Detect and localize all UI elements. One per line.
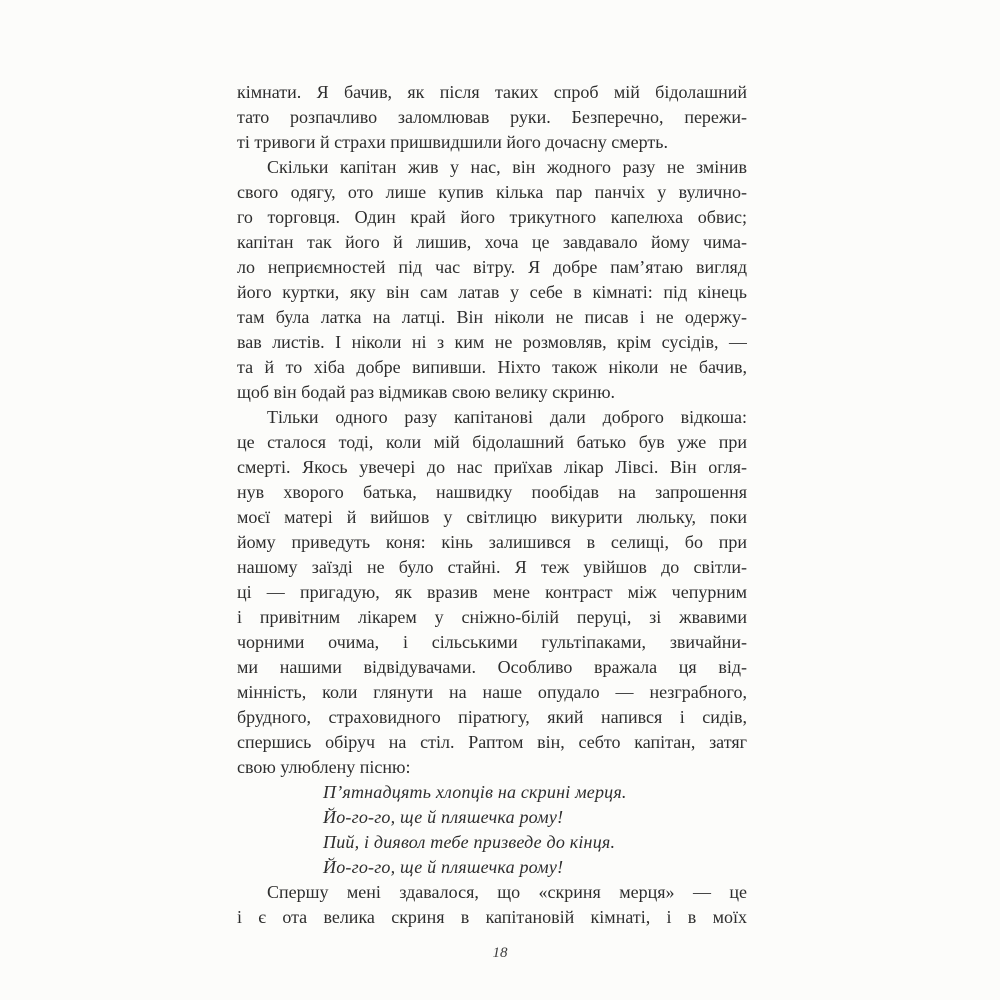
text-line: свою улюблену пісню: [237, 757, 411, 777]
text-line: го торговця. Один край його трикутного капелюха обвис; [237, 207, 747, 227]
text-line: брудного, страховидного піратюгу, який напився і сидів, [237, 707, 747, 727]
body-paragraph [237, 405, 747, 780]
text-line: щоб він бодай раз відмикав свою велику скриню. [237, 382, 616, 402]
text-line: тато розпачливо заломлював руки. Безперечно, пережи- [237, 107, 747, 127]
body-paragraph [237, 880, 747, 930]
text-line: нашому заїзді не було стайні. Я теж увійшов до світли- [237, 557, 747, 577]
text-line: там була латка на латці. Він ніколи не писав і не одержу- [237, 307, 747, 327]
text-line: Тільки одного разу капітанові дали доброго відкоша: [267, 407, 747, 427]
body-text [237, 80, 747, 930]
text-line: капітан так його й лишив, хоча це завдавало йому чима- [237, 232, 747, 252]
text-line: йому приведуть коня: кінь залишився в селищі, бо при [237, 532, 747, 552]
text-line: Спершу мені здавалося, що «скриня мерця» — це [267, 882, 747, 902]
text-line: свого одягу, ото лише купив кілька пар панчіх у вулично- [237, 182, 747, 202]
text-line: спершись обіруч на стіл. Раптом він, себто капітан, затяг [237, 732, 747, 752]
text-line: кімнати. Я бачив, як після таких спроб мій бідолашний [237, 82, 747, 102]
text-line: ло неприємностей під час вітру. Я добре пам’ятаю вигляд [237, 257, 747, 277]
text-line: чорними очима, і сільськими гультіпаками, звичайни- [237, 632, 747, 652]
text-line: і є ота велика скриня в капітановій кімнаті, і в моїх [237, 907, 747, 927]
text-line: та й то хіба добре випивши. Ніхто також ніколи не бачив, [237, 357, 747, 377]
text-line: його куртки, яку він сам латав у себе в кімнаті: під кінець [237, 282, 747, 302]
text-line: ці — пригадую, як вразив мене контраст між чепурним [237, 582, 747, 602]
text-line: вав листів. І ніколи ні з ким не розмовляв, крім сусідів, — [237, 332, 747, 352]
page-number: 18 [492, 945, 508, 961]
body-paragraph [237, 80, 747, 155]
text-line: Скільки капітан жив у нас, він жодного разу не змінив [267, 157, 747, 177]
verse-paragraph [237, 780, 747, 880]
text-line: мінність, коли глянути на наше опудало — незграбного, [237, 682, 747, 702]
text-line: моєї матері й вийшов у світлицю викурити люльку, поки [237, 507, 747, 527]
text-line: Йо-го-го, ще й пляшечка рому! [323, 857, 564, 877]
text-line: ми нашими відвідувачами. Особливо вражала ця від- [237, 657, 747, 677]
text-line: Йо-го-го, ще й пляшечка рому! [323, 807, 564, 827]
text-line: це сталося тоді, коли мій бідолашний батько був уже при [237, 432, 747, 452]
body-paragraph [237, 155, 747, 405]
text-line: нув хворого батька, нашвидку пообідав на запрошення [237, 482, 747, 502]
text-line: ті тривоги й страхи пришвидшили його дочасну смерть. [237, 132, 668, 152]
text-line: смерті. Якось увечері до нас приїхав лікар Лівсі. Він огля- [237, 457, 747, 477]
text-line: Пий, і диявол тебе призведе до кінця. [323, 832, 616, 852]
text-line: і привітним лікарем у сніжно-білій перуці, зі жвавими [237, 607, 747, 627]
text-line: П’ятнадцять хлопців на скрині мерця. [323, 782, 627, 802]
